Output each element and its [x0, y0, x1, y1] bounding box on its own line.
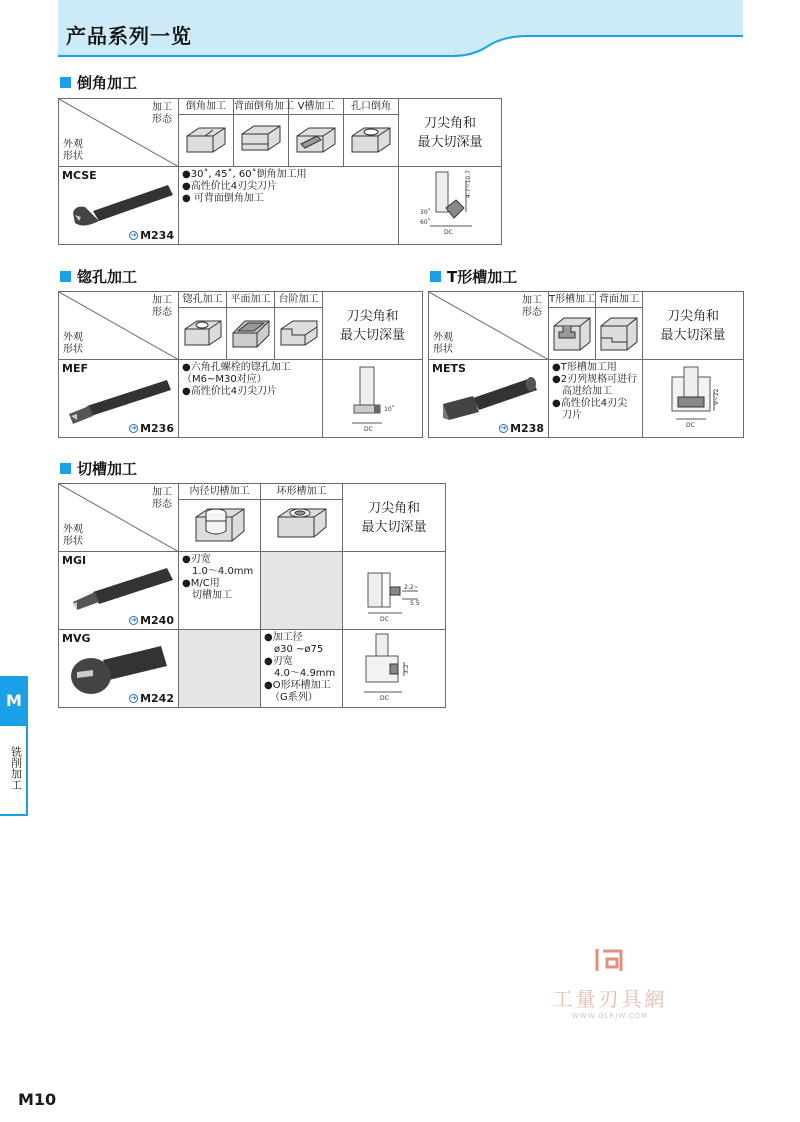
- svg-text:10˚: 10˚: [383, 406, 395, 413]
- internal-grooving-block-icon: [179, 500, 261, 552]
- side-tab-label: 铣削加工: [0, 726, 28, 816]
- svg-text:5.5: 5.5: [410, 600, 420, 607]
- empty-cell: [179, 630, 261, 708]
- svg-text:4.7~10.7: 4.7~10.7: [465, 170, 472, 198]
- v-groove-block-icon: [289, 115, 344, 167]
- tool-features: ●刃宽 1.0～4.0mm ●M/C用 切槽加工: [179, 552, 261, 630]
- hole-chamfer-block-icon: [344, 115, 399, 167]
- tool-features: ●加工径 ø30 ~ø75 ●刃宽 4.0～4.9mm ●O形环槽加工 （G系列）: [261, 630, 343, 708]
- chamfer-block-icon: [179, 115, 234, 167]
- svg-text:DC: DC: [380, 695, 389, 702]
- watermark: [535, 945, 685, 1020]
- square-bullet-icon: [60, 271, 71, 282]
- mvg-tool-icon: [63, 644, 175, 696]
- face-milling-block-icon: [227, 308, 275, 360]
- mef-tool-icon: [63, 374, 175, 424]
- process-label: 加工 形态: [152, 102, 172, 125]
- column-header: 平面加工: [227, 292, 275, 308]
- back-machining-block-icon: [596, 308, 643, 360]
- column-header: 内径切槽加工: [179, 484, 261, 500]
- edge-header: 刀尖角和 最大切深量: [323, 292, 423, 360]
- page-link-m242[interactable]: ➔ M242: [130, 692, 174, 705]
- mvg-edge-diagram: [343, 630, 446, 708]
- link-arrow-icon: ➔: [500, 424, 507, 432]
- edge-header: 刀尖角和 最大切深量: [343, 484, 446, 552]
- tool-row-mvg[interactable]: [59, 630, 179, 708]
- grooving-table: [58, 483, 446, 708]
- square-bullet-icon: [60, 77, 71, 88]
- column-header: T形槽加工: [549, 292, 596, 308]
- side-index-tab[interactable]: [0, 676, 28, 816]
- header-banner: [58, 0, 743, 60]
- t-slot-block-icon: [549, 308, 596, 360]
- column-header: 背面倒角加工: [234, 99, 289, 115]
- column-header: 锪孔加工: [179, 292, 227, 308]
- page-title: 产品系列一览: [66, 24, 192, 48]
- watermark-url: WWW.GLRJW.COM: [571, 1012, 649, 1020]
- svg-text:3.2: 3.2: [403, 664, 410, 674]
- tool-features: ●六角孔螺栓的锪孔加工 （M6~M30对应） ●高性价比4刃尖刀片: [179, 360, 323, 438]
- mgi-edge-diagram: [343, 552, 446, 630]
- appearance-label: 外观 形状: [63, 139, 83, 162]
- page-link-m236[interactable]: ➔ M236: [130, 422, 174, 435]
- spotface-block-icon: [179, 308, 227, 360]
- svg-text:9~22: 9~22: [713, 388, 720, 405]
- table-corner: 加工 形态 外观 形状: [429, 292, 549, 360]
- mcse-tool-icon: [63, 181, 175, 229]
- spotface-table: [58, 291, 423, 438]
- tool-features: ●T形槽加工用 ●2刃列规格可进行 高进给加工 ●高性价比4刃尖 刀片: [549, 360, 643, 438]
- svg-text:DC: DC: [380, 616, 389, 623]
- table-corner: 加工 形态 外观 形状: [59, 292, 179, 360]
- link-arrow-icon: ➔: [130, 616, 137, 624]
- mets-edge-diagram: [643, 360, 744, 438]
- svg-text:DC: DC: [444, 229, 453, 236]
- tool-row-mef[interactable]: [59, 360, 179, 438]
- mgi-tool-icon: [63, 566, 175, 616]
- tool-row-mcse[interactable]: [59, 167, 179, 245]
- tool-code: MCSE: [62, 169, 97, 182]
- link-arrow-icon: ➔: [130, 231, 137, 239]
- square-bullet-icon: [430, 271, 441, 282]
- section-title-chamfer: 倒角加工: [60, 72, 137, 93]
- tool-code: METS: [432, 362, 466, 375]
- section-title-spotface: 锪孔加工: [60, 266, 137, 287]
- section-title-grooving: 切槽加工: [60, 458, 137, 479]
- link-arrow-icon: ➔: [130, 424, 137, 432]
- section-title-tslot: T形槽加工: [430, 266, 517, 287]
- tslot-table: [428, 291, 744, 438]
- svg-text:60˚: 60˚: [420, 219, 431, 226]
- column-header: 倒角加工: [179, 99, 234, 115]
- back-chamfer-block-icon: [234, 115, 289, 167]
- edge-header: 刀尖角和 最大切深量: [643, 292, 744, 360]
- empty-cell: [261, 552, 343, 630]
- page-number: M10: [18, 1090, 57, 1109]
- tool-features: ●30˚, 45˚, 60˚倒角加工用 ●高性价比4刃尖刀片 ● 可背面倒角加工: [179, 167, 399, 245]
- table-corner: [59, 99, 179, 167]
- svg-text:30˚: 30˚: [420, 209, 431, 216]
- svg-text:DC: DC: [686, 422, 695, 429]
- mets-tool-icon: [433, 374, 545, 424]
- column-header: 孔口倒角: [344, 99, 399, 115]
- column-header: 台阶加工: [275, 292, 323, 308]
- shoulder-block-icon: [275, 308, 323, 360]
- column-header: 背面加工: [596, 292, 643, 308]
- link-arrow-icon: ➔: [130, 694, 137, 702]
- edge-header: 刀尖角和 最大切深量: [399, 99, 502, 167]
- side-tab-letter: M: [0, 676, 28, 726]
- page-link-m240[interactable]: ➔ M240: [130, 614, 174, 627]
- column-header: V槽加工: [289, 99, 344, 115]
- svg-text:2.2~: 2.2~: [404, 584, 419, 591]
- tool-code: MEF: [62, 362, 88, 375]
- mef-edge-diagram: [323, 360, 423, 438]
- ring-groove-block-icon: [261, 500, 343, 552]
- table-corner: 加工 形态 外观 形状: [59, 484, 179, 552]
- column-header: 环形槽加工: [261, 484, 343, 500]
- chamfer-table: [58, 98, 502, 245]
- mcse-edge-diagram: [399, 167, 502, 245]
- page-link-m238[interactable]: ➔ M238: [500, 422, 544, 435]
- square-bullet-icon: [60, 463, 71, 474]
- svg-text:DC: DC: [363, 426, 373, 433]
- tool-code: MGI: [62, 554, 87, 567]
- page-link-m234[interactable]: ➔ M234: [130, 229, 174, 242]
- watermark-logo-icon: [593, 945, 627, 975]
- watermark-text: 工量刃具網: [552, 987, 668, 1011]
- tool-code: MVG: [62, 632, 91, 645]
- tool-row-mgi[interactable]: [59, 552, 179, 630]
- tool-row-mets[interactable]: [429, 360, 549, 438]
